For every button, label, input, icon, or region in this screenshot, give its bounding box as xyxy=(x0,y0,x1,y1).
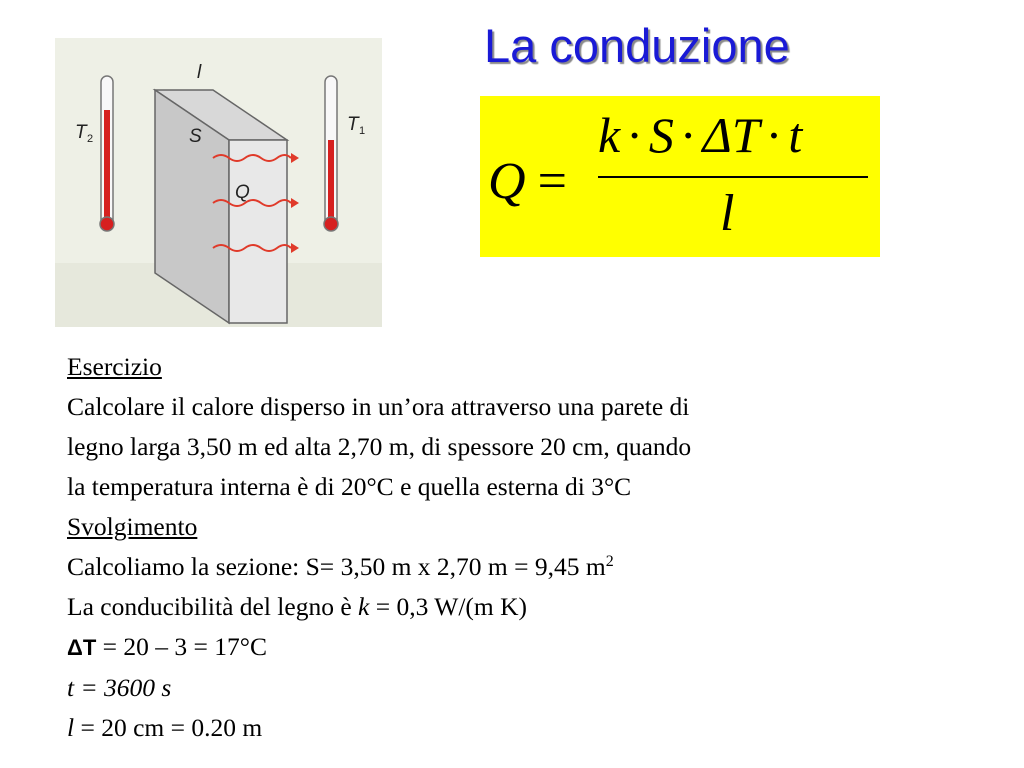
formula-t: t xyxy=(788,107,803,163)
label-thickness: l xyxy=(197,62,202,83)
delta-symbol: ΔT xyxy=(67,635,97,660)
time-variable: t xyxy=(67,673,75,702)
delta-value: = 20 – 3 = 17°C xyxy=(96,632,267,661)
formula-dot: · xyxy=(679,107,697,163)
fraction-bar xyxy=(598,176,868,178)
formula-s: S xyxy=(648,107,674,163)
exercise-text xyxy=(67,347,691,748)
solution-time-line xyxy=(67,668,691,708)
label-t2: T xyxy=(75,122,87,143)
thermometer-t2 xyxy=(100,76,114,231)
solution-length-line xyxy=(67,708,691,748)
exercise-line: Calcolare il calore disperso in un’ora attraverso una parete di xyxy=(67,392,690,421)
length-value: = 20 cm = 0.20 m xyxy=(74,713,263,742)
thermometer-t1 xyxy=(324,76,338,231)
formula-denominator: l xyxy=(720,185,735,242)
label-surface: S xyxy=(189,126,202,147)
wall-front-face xyxy=(229,140,287,323)
label-t1-subscript: 1 xyxy=(359,125,366,137)
conductivity-variable: k xyxy=(358,592,370,621)
label-t2-subscript: 2 xyxy=(87,133,94,145)
section-text: Calcoliamo la sezione: S= 3,50 m x 2,70 m = 9,45 m xyxy=(67,552,606,581)
page-title: La conduzione xyxy=(484,19,790,72)
exercise-line: la temperatura interna è di 20°C e quella esterna di 3°C xyxy=(67,472,632,501)
formula-box xyxy=(480,96,880,257)
exercise-line: legno larga 3,50 m ed alta 2,70 m, di spessore 20 cm, quando xyxy=(67,432,692,461)
formula-dot: · xyxy=(626,107,643,163)
conductivity-value: = 0,3 W/(m K) xyxy=(369,592,528,621)
formula-numerator xyxy=(598,106,802,164)
label-heat: Q xyxy=(235,182,250,203)
time-value: = 3600 s xyxy=(74,673,172,702)
label-t1: T xyxy=(347,114,359,135)
section-exponent: 2 xyxy=(605,553,614,570)
exercise-heading: Esercizio xyxy=(67,352,162,381)
conductivity-prefix: La conducibilità del legno è xyxy=(67,592,359,621)
formula-delta-t: ΔT xyxy=(702,107,760,163)
solution-heading: Svolgimento xyxy=(67,512,198,541)
formula-k: k xyxy=(598,107,621,163)
formula-q: Q xyxy=(488,153,526,210)
formula-dot: · xyxy=(765,107,783,163)
solution-section-line xyxy=(67,547,691,587)
solution-delta-line xyxy=(67,627,691,668)
length-variable: l xyxy=(67,713,75,742)
formula-lhs xyxy=(488,152,567,211)
conduction-illustration xyxy=(55,38,382,327)
solution-conductivity-line xyxy=(67,587,691,627)
formula-equals: = xyxy=(537,153,567,210)
